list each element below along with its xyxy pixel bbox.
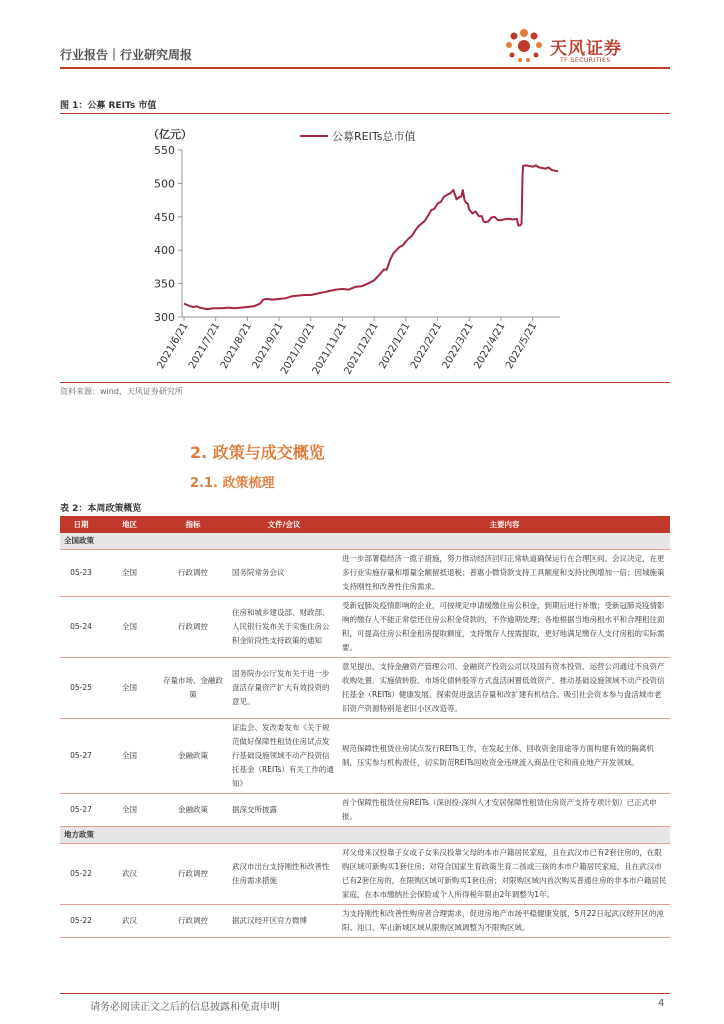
- cell-indicator: 行政调控: [157, 550, 229, 597]
- group-label: 全国政策: [60, 533, 670, 550]
- cell-content: 进一步部署稳经济一揽子措施，努力推动经济回归正常轨道确保运行在合理区间。会议决定，在更多行业实施存量和增量全额留抵退税；普惠小微贷款支持工具额度和支持比例增加一倍；因城施策支持刚性和改善性住房需求。: [339, 550, 670, 597]
- table-row: [60, 794, 670, 827]
- y-axis-label: （亿元）: [148, 128, 192, 141]
- cell-date: 05-22: [60, 905, 102, 938]
- cell-date: 05-27: [60, 719, 102, 794]
- chart-svg: [60, 118, 670, 383]
- page-header: [60, 40, 670, 66]
- cell-document: 证监会、发改委发布《关于规范做好保障性租赁住房试点发行基础设施领域不动产投资信托基金（REITs）有关工作的通知》: [229, 719, 339, 794]
- table-row: [60, 550, 670, 597]
- x-tick-label: 2022/4/21: [472, 321, 508, 371]
- cell-document: 国务院常务会议: [229, 550, 339, 597]
- figure-source: 资料来源：wind，天风证券研究所: [60, 387, 183, 396]
- cell-document: 据武汉经开区官方微博: [229, 905, 339, 938]
- table-row: [60, 597, 670, 658]
- group-label: 地方政策: [60, 827, 670, 844]
- x-tick-label: 2022/2/21: [408, 321, 445, 371]
- table-row: [60, 905, 670, 938]
- cell-content: 为支持刚性和改善性购房者合理需求，促进房地产市场平稳健康发展，5月22日起武汉经开区的沌阳、沌口、军山新城区域从限购区域调整为不限购区域。: [339, 905, 670, 938]
- cell-region: 武汉: [102, 905, 157, 938]
- figure-top-rule: [60, 113, 670, 114]
- x-tick-label: 2021/7/21: [187, 321, 223, 371]
- table-header-row: [60, 516, 670, 533]
- x-tick-label: 2021/11/21: [310, 321, 350, 377]
- header-indicator: 指标: [157, 516, 229, 533]
- table-row: [60, 844, 670, 905]
- header-divider: [60, 67, 670, 69]
- cell-date: 05-23: [60, 550, 102, 597]
- figure-title: 图 1：公募 REITs 市值: [60, 101, 157, 111]
- logo-text: 天风证券: [550, 39, 622, 59]
- y-tick-label: 450: [154, 210, 175, 224]
- page-number: 4: [658, 998, 665, 1009]
- cell-indicator: 行政调控: [157, 905, 229, 938]
- cell-region: 全国: [102, 550, 157, 597]
- cell-content: 受新冠肺炎疫情影响的企业，可按规定申请缓缴住房公积金，到期后进行补缴；受新冠肺炎疫情影响的缴存人不能正常偿还住房公积金贷款的，不作逾期处理；各地根据当地房租水平和合理租住面积，可提高住房公积金租房提取额度，支持缴存人按需提取，更好地满足缴存人支付房租的实际需要。: [339, 597, 670, 658]
- y-tick-label: 500: [154, 177, 175, 191]
- x-tick-label: 2021/6/21: [155, 321, 191, 371]
- table-title: 表 2：本周政策概览: [60, 504, 142, 514]
- table-group-row: [60, 533, 670, 550]
- figure-bottom-rule: [60, 382, 670, 383]
- cell-content: 意见提出，支持金融资产管理公司、金融资产投资公司以及国有资本投资、运营公司通过不良资产收购处置、实施债转股、市场化债转股等方式盘活闲置低效资产。推动基础设施领域不动产投资信托基金（REITs）健康发展。探索促进盘活存量和改扩建有机结合。吸引社会资本参与盘活城市老旧资产资源特别是老旧小区改造等。: [339, 658, 670, 719]
- cell-indicator: 行政调控: [157, 597, 229, 658]
- header-date: 日期: [60, 516, 102, 533]
- cell-content: 对父母来汉投靠子女或子女来汉投靠父母的本市户籍居民家庭，且在武汉市已有2套住房的，在限购区域可新购买1套住房；对符合国家生育政策生育二孩或三孩的本市户籍居民家庭，且在武汉市已有2套住房的，在限购区域可新购买1套住房；对限购区域内首次购买普通住房的非本市户籍居民家庭，在本市缴纳社会保险或个人所得税年限由2年调整为1年。: [339, 844, 670, 905]
- header-document: 文件/会议: [229, 516, 339, 533]
- cell-date: 05-27: [60, 794, 102, 827]
- cell-content: 首个保障性租赁住房REITs（深创投-深圳人才安居保障性租赁住房资产支持专项计划）已正式申报。: [339, 794, 670, 827]
- header-region: 地区: [102, 516, 157, 533]
- x-tick-label: 2021/9/21: [250, 321, 286, 371]
- header-content: 主要内容: [339, 516, 670, 533]
- series-line: [184, 165, 558, 309]
- cell-region: 全国: [102, 658, 157, 719]
- report-type-label: 行业报告｜行业研究周报: [60, 48, 193, 62]
- cell-region: 全国: [102, 719, 157, 794]
- x-tick-label: 2021/12/21: [342, 321, 381, 377]
- cell-content: 规范保障性租赁住房试点发行REITs工作，在发起主体、回收资金用途等方面构建有效的隔离机制，压实参与机构责任，切实防范REITs回收资金违规流入商品住宅和商业地产开发领域。: [339, 719, 670, 794]
- cell-indicator: 金融政策: [157, 719, 229, 794]
- cell-indicator: 存量市场、金融政策: [157, 658, 229, 719]
- footer-disclaimer: 请务必阅读正文之后的信息披露和免责申明: [90, 1002, 280, 1013]
- x-tick-label: 2021/8/21: [218, 321, 254, 371]
- x-tick-label: 2021/10/21: [279, 321, 318, 377]
- subsection-heading: 2.1. 政策梳理: [190, 476, 275, 491]
- table-group-row: [60, 827, 670, 844]
- y-tick-label: 350: [154, 277, 175, 291]
- table-row: [60, 658, 670, 719]
- cell-indicator: 行政调控: [157, 844, 229, 905]
- cell-document: 国务院办公厅发布关于进一步盘活存量资产扩大有效投资的意见。: [229, 658, 339, 719]
- logo-icon: [500, 24, 548, 70]
- cell-document: 住房和城乡建设部、财政部、人民银行发布关于实施住房公积金阶段性支持政策的通知: [229, 597, 339, 658]
- y-tick-label: 550: [154, 144, 175, 157]
- footer-divider: [60, 993, 670, 994]
- y-tick-label: 400: [154, 244, 175, 258]
- cell-date: 05-25: [60, 658, 102, 719]
- section-heading: 2. 政策与成交概览: [190, 443, 325, 462]
- policy-table: [60, 516, 670, 938]
- cell-region: 全国: [102, 794, 157, 827]
- cell-date: 05-24: [60, 597, 102, 658]
- x-tick-label: 2022/1/21: [377, 321, 413, 371]
- reits-market-cap-chart: [60, 118, 670, 383]
- cell-document: 武汉市出台支持刚性和改善性住房需求措施: [229, 844, 339, 905]
- cell-date: 05-22: [60, 844, 102, 905]
- cell-region: 武汉: [102, 844, 157, 905]
- x-tick-label: 2022/3/21: [440, 321, 476, 371]
- table-row: [60, 719, 670, 794]
- x-tick-label: 2022/5/21: [504, 320, 540, 371]
- cell-indicator: 金融政策: [157, 794, 229, 827]
- legend-label: 公募REITs总市值: [332, 130, 416, 143]
- y-tick-label: 300: [154, 311, 175, 324]
- cell-region: 全国: [102, 597, 157, 658]
- logo-subtext: TF SECURITIES: [560, 57, 611, 64]
- cell-document: 据深交所披露: [229, 794, 339, 827]
